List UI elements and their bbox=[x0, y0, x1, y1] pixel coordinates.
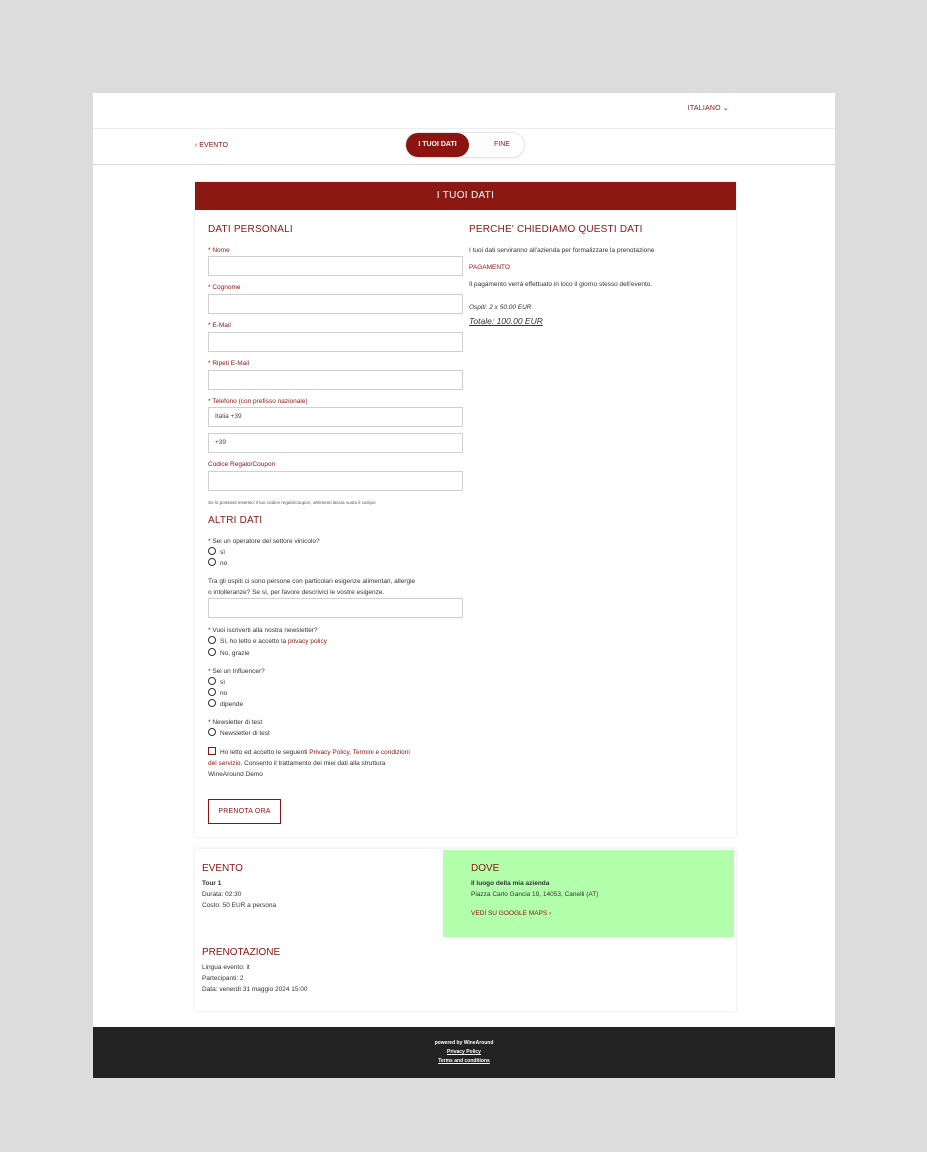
chevron-right-icon: › bbox=[549, 910, 552, 917]
chevron-down-icon: ⌄ bbox=[722, 105, 729, 112]
privacy-link[interactable]: Privacy Policy bbox=[309, 749, 350, 756]
privacy-policy-link[interactable]: privacy policy bbox=[287, 638, 327, 645]
diet-question: Tra gli ospiti ci sono persone con particolari esigenze alimentari, allergie o intolleranze? Se sì, per favore descrivici le vostre esigenze. bbox=[208, 578, 416, 596]
diet-input[interactable] bbox=[208, 598, 463, 618]
booking-language: Lingua evento: it bbox=[202, 964, 250, 971]
consent-checkbox[interactable] bbox=[208, 747, 216, 755]
google-maps-link[interactable]: VEDI SU GOOGLE MAPS › bbox=[471, 910, 552, 917]
operator-no-radio[interactable]: no bbox=[208, 558, 227, 568]
cognome-label: * Cognome bbox=[208, 284, 241, 291]
terms-link-cont[interactable]: del servizio bbox=[208, 760, 241, 767]
chevron-left-icon: ‹ bbox=[195, 142, 198, 149]
step-your-data[interactable]: I TUOI DATI bbox=[406, 133, 469, 157]
location-panel bbox=[443, 850, 734, 937]
influencer-yes-radio[interactable]: sì bbox=[208, 677, 225, 687]
event-duration: Durata: 02:30 bbox=[202, 891, 242, 898]
coupon-hint: Se lo possiedi inserisci il tuo codice regalo/coupon, altrimenti lascia vuoto il campo bbox=[208, 500, 376, 505]
booking-form-card bbox=[195, 182, 736, 837]
place-address: Piazza Carlo Gancia 19, 14053, Canelli (AT) bbox=[471, 891, 599, 898]
where-heading: DOVE bbox=[471, 863, 500, 874]
email-label: * E-Mail bbox=[208, 322, 231, 329]
event-name: Tour 1 bbox=[202, 880, 222, 887]
event-cost: Costo: 50 EUR a persona bbox=[202, 902, 277, 909]
payment-text: Il pagamento verrà effettuato in loco il giorno stesso dell'evento. bbox=[469, 281, 653, 288]
book-now-button[interactable]: PRENOTA ORA bbox=[208, 799, 281, 824]
consent-checkbox-row[interactable]: Ho letto ed accetto le seguenti Privacy Policy, Termini e condizioni del servizio. Consento il trattamento dei miei dati alla struttura WineAround Demo bbox=[208, 749, 410, 778]
guests-line: Ospiti: 2 x 50.00 EUR bbox=[469, 304, 532, 311]
place-name: Il luogo della mia azienda bbox=[471, 880, 550, 887]
booking-date: Data: venerdì 31 maggio 2024 15:00 bbox=[202, 986, 308, 993]
event-heading: EVENTO bbox=[202, 863, 243, 874]
top-bar bbox=[93, 93, 835, 129]
booking-participants: Partecipanti: 2 bbox=[202, 975, 244, 982]
repeat-email-input[interactable] bbox=[208, 370, 463, 390]
phone-label: * Telefono (con prefisso nazionale) bbox=[208, 398, 308, 405]
influencer-question: * Sei un Influencer? bbox=[208, 668, 265, 675]
language-label: ITALIANO bbox=[687, 105, 721, 112]
footer-terms-link[interactable]: Terms and conditions bbox=[438, 1058, 490, 1064]
newsletter-yes-radio[interactable]: Sì, ho letto e accetto la privacy policy bbox=[208, 636, 327, 646]
nome-input[interactable] bbox=[208, 256, 463, 276]
why-data-heading: PERCHE' CHIEDIAMO QUESTI DATI bbox=[469, 224, 643, 235]
footer bbox=[93, 1027, 835, 1078]
nome-label: * Nome bbox=[208, 247, 230, 254]
step-indicator bbox=[405, 132, 525, 158]
coupon-label: Codice Regalo/Coupon bbox=[208, 461, 276, 468]
steps-bar bbox=[93, 129, 835, 165]
personal-data-heading: DATI PERSONALI bbox=[208, 224, 293, 235]
newsletter-question: * Vuoi iscriverti alla nostra newsletter? bbox=[208, 627, 318, 634]
total-line: Totale: 100.00 EUR bbox=[469, 316, 543, 326]
powered-by: powered by WineAround bbox=[434, 1040, 494, 1046]
operator-question: * Sei un operatore del settore vinicolo? bbox=[208, 538, 320, 545]
email-input[interactable] bbox=[208, 332, 463, 352]
why-data-text: I tuoi dati serviranno all'azienda per formalizzare la prenotazione bbox=[469, 247, 655, 254]
operator-yes-radio[interactable]: sì bbox=[208, 547, 225, 557]
test-newsletter-question: * Newsletter di test bbox=[208, 719, 263, 726]
influencer-depends-radio[interactable]: dipende bbox=[208, 699, 243, 709]
coupon-input[interactable] bbox=[208, 471, 463, 491]
back-link[interactable] bbox=[195, 142, 228, 149]
phone-country-select[interactable]: Italia +39 bbox=[208, 407, 463, 427]
language-selector[interactable] bbox=[688, 104, 729, 112]
terms-link[interactable]: Termini e condizioni bbox=[352, 749, 410, 756]
footer-privacy-link[interactable]: Privacy Policy bbox=[447, 1049, 481, 1055]
step-end[interactable]: FINE bbox=[494, 141, 510, 148]
booking-heading: PRENOTAZIONE bbox=[202, 947, 281, 958]
form-title: I TUOI DATI bbox=[195, 182, 736, 210]
repeat-email-label: * Ripeti E-Mail bbox=[208, 360, 250, 367]
phone-input[interactable]: +39 bbox=[208, 433, 463, 453]
cognome-input[interactable] bbox=[208, 294, 463, 314]
other-data-heading: ALTRI DATI bbox=[208, 515, 263, 526]
back-label: EVENTO bbox=[199, 142, 228, 149]
page bbox=[93, 93, 835, 1078]
newsletter-no-radio[interactable]: No, grazie bbox=[208, 648, 250, 658]
booking-summary bbox=[195, 849, 736, 1011]
influencer-no-radio[interactable]: no bbox=[208, 688, 227, 698]
payment-heading: PAGAMENTO bbox=[469, 264, 510, 271]
test-newsletter-radio[interactable]: Newsletter di test bbox=[208, 728, 270, 738]
